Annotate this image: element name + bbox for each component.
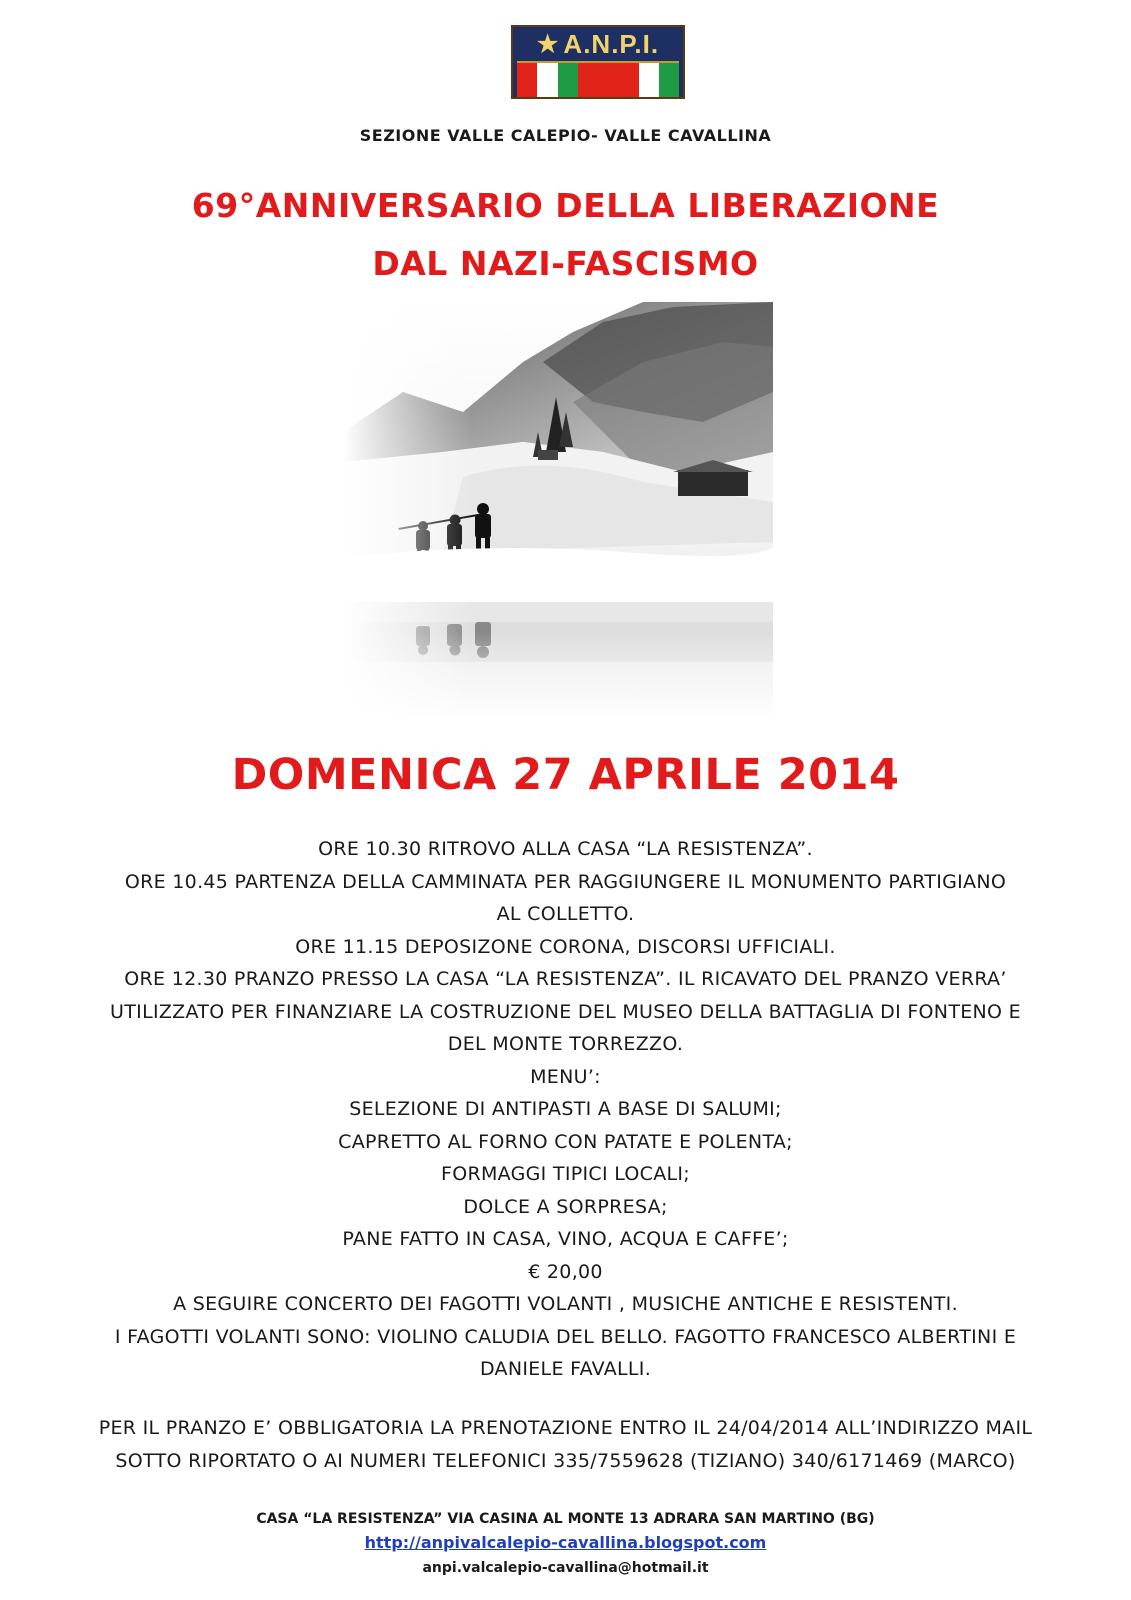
partisans-snow-photo: [343, 302, 773, 719]
menu-item: PANE FATTO IN CASA, VINO, ACQUA E CAFFE’;: [342, 1228, 789, 1250]
menu-price: € 20,00: [528, 1260, 603, 1283]
title-line-1: 69°ANNIVERSARIO DELLA LIBERAZIONE: [191, 186, 940, 225]
menu-item: SELEZIONE DI ANTIPASTI A BASE DI SALUMI;: [349, 1098, 782, 1120]
italian-flag-stripes: [517, 61, 679, 97]
menu-item: CAPRETTO AL FORNO CON PATATE E POLENTA;: [338, 1130, 793, 1153]
program-line: DEL MONTE TORREZZO.: [447, 1033, 684, 1055]
booking-note: [0, 1412, 1131, 1477]
booking-line: SOTTO RIPORTATO O AI NUMERI TELEFONICI 335/7559628 (TIZIANO) 340/6171469 (MARCO): [115, 1449, 1016, 1472]
program-line: ORE 12.30 PRANZO PRESSO LA CASA “LA RESISTENZA”. IL RICAVATO DEL PRANZO VERRA’: [124, 968, 1007, 990]
program-line: AL COLLETTO.: [496, 903, 635, 925]
program-line: UTILIZZATO PER FINANZIARE LA COSTRUZIONE DEL MUSEO DELLA BATTAGLIA DI FONTENO E: [110, 1000, 1021, 1023]
anpi-logo: [511, 25, 685, 99]
section-name: SEZIONE VALLE CALEPIO- VALLE CAVALLINA: [359, 126, 772, 145]
program-text: [0, 833, 1131, 1386]
program-line: DANIELE FAVALLI.: [479, 1358, 652, 1380]
footer-address: CASA “LA RESISTENZA” VIA CASINA AL MONTE 13 ADRARA SAN MARTINO (BG): [256, 1511, 875, 1527]
program-line: ORE 10.30 RITROVO ALLA CASA “LA RESISTENZA”.: [318, 838, 813, 860]
blog-link[interactable]: http://anpivalcalepio-cavallina.blogspot.com: [364, 1533, 767, 1552]
logo-wordmark: [513, 27, 683, 61]
program-line: A SEGUIRE CONCERTO DEI FAGOTTI VOLANTI , MUSICHE ANTICHE E RESISTENTI.: [173, 1293, 958, 1315]
event-date: DOMENICA 27 APRILE 2014: [231, 750, 900, 800]
footer: [0, 1507, 1131, 1580]
title-line-2: DAL NAZI-FASCISMO: [372, 244, 759, 283]
booking-line: PER IL PRANZO E’ OBBLIGATORIA LA PRENOTAZIONE ENTRO IL 24/04/2014 ALL’INDIRIZZO MAIL: [98, 1417, 1033, 1439]
logo-text: A.N.P.I.: [563, 28, 660, 59]
menu-item: DOLCE A SORPRESA;: [463, 1195, 668, 1218]
program-line: ORE 10.45 PARTENZA DELLA CAMMINATA PER RAGGIUNGERE IL MONUMENTO PARTIGIANO: [124, 870, 1007, 893]
star-icon: ★: [536, 30, 560, 58]
menu-item: FORMAGGI TIPICI LOCALI;: [440, 1163, 691, 1185]
program-line: I FAGOTTI VOLANTI SONO: VIOLINO CALUDIA DEL BELLO. FAGOTTO FRANCESCO ALBERTINI E: [114, 1325, 1017, 1348]
menu-heading: MENU’:: [530, 1065, 601, 1088]
program-line: ORE 11.15 DEPOSIZONE CORONA, DISCORSI UFFICIALI.: [295, 935, 836, 958]
footer-email: anpi.valcalepio-cavallina@hotmail.it: [422, 1560, 709, 1576]
